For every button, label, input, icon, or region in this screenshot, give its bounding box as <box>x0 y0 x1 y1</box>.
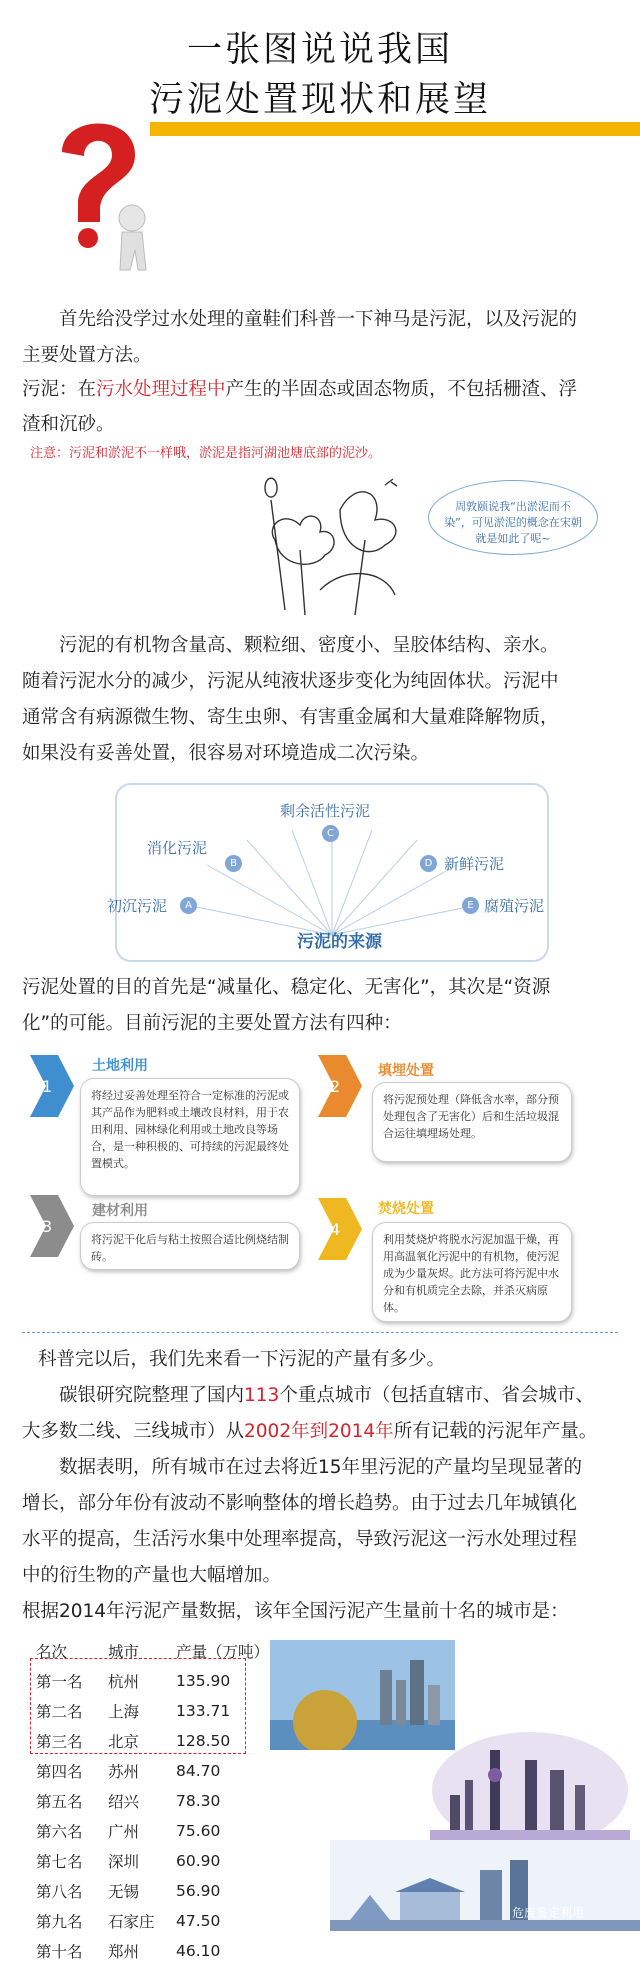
sludge-definition-line2: 渣和沉砂。 <box>22 414 115 435</box>
output-cell: 60.90 <box>176 1852 221 1870</box>
output-cell: 47.50 <box>176 1912 221 1930</box>
method-3-title: 建材利用 <box>92 1203 148 1219</box>
method-4-chevron-icon <box>318 1198 362 1260</box>
city-cell: 绍兴 <box>108 1793 140 1811</box>
rank-cell: 第三名 <box>36 1733 83 1751</box>
title-line-2: 污泥处置现状和展望 <box>148 80 491 120</box>
lotus-illustration-icon <box>245 470 425 620</box>
sludge-sources-panel <box>107 783 549 962</box>
table-row <box>36 1786 276 1816</box>
output-cell: 133.71 <box>176 1702 231 1720</box>
rank-cell: 第七名 <box>36 1853 83 1871</box>
table-row <box>36 1756 276 1786</box>
hangzhou-skyline-image <box>270 1640 455 1750</box>
properties-line-1: 污泥的有机物含量高、颗粒细、密度小、呈胶体结构、亲水。 <box>59 635 559 656</box>
output-cell: 46.10 <box>176 1942 221 1960</box>
properties-line-3: 通常含有病源微生物、寄生虫卵、有害重金属和大量难降解物质， <box>22 707 559 728</box>
method-2-chevron-icon <box>318 1055 362 1117</box>
watermark-text: 危废鉴定利用 <box>512 1906 585 1920</box>
intro-paragraph-line2: 主要处置方法。 <box>22 345 152 366</box>
output-cell: 56.90 <box>176 1882 221 1900</box>
method-2-number: 2 <box>330 1077 341 1096</box>
production-study-line2: 大多数二线、三线城市）从2002年到2014年所有记载的污泥年产量。 <box>22 1421 598 1442</box>
source-label-b: 消化污泥 <box>147 839 208 857</box>
properties-line-4: 如果没有妥善处置，很容易对环境造成二次污染。 <box>22 743 430 764</box>
table-row <box>36 1696 276 1726</box>
rank-cell: 第五名 <box>36 1793 83 1811</box>
output-cell: 78.30 <box>176 1792 221 1810</box>
rank-cell: 第二名 <box>36 1703 83 1721</box>
method-4-number: 4 <box>330 1220 341 1239</box>
method-2-title: 填埋处置 <box>378 1063 434 1079</box>
method-4-title: 焚烧处置 <box>378 1201 434 1217</box>
ranking-header-row <box>36 1636 276 1666</box>
output-cell: 84.70 <box>176 1762 221 1780</box>
method-1-title: 土地利用 <box>92 1058 148 1074</box>
output-cell: 75.60 <box>176 1822 221 1840</box>
method-3-number: 3 <box>42 1217 53 1236</box>
city-cell: 无锡 <box>108 1883 140 1901</box>
intro-paragraph: 首先给没学过水处理的童鞋们科普一下神马是污泥，以及污泥的 <box>59 309 578 330</box>
city-cell: 郑州 <box>108 1943 140 1961</box>
purpose-line-2: 化”的可能。目前污泥的主要处置方法有四种： <box>22 1013 402 1034</box>
method-2-description: 将污泥预处理（降低含水率，部分预处理包含了无害化）后和生活垃圾混合运往填埋场处理。 <box>372 1082 572 1162</box>
source-dot-b: B <box>225 855 242 872</box>
source-dot-a: A <box>180 897 197 914</box>
table-row <box>36 1876 276 1906</box>
table-row <box>36 1846 276 1876</box>
beijing-skyline-image <box>330 1840 640 1931</box>
source-dot-e: E <box>462 897 479 914</box>
header-rank: 名次 <box>36 1643 68 1661</box>
method-3-description: 将污泥干化后与粘土按照合适比例烧结制砖。 <box>80 1222 300 1270</box>
speech-bubble: 周敦颐说我“出淤泥而不染”，可见淤泥的概念在宋朝就是如此了呢~ <box>428 480 598 555</box>
city-cell: 杭州 <box>108 1673 140 1691</box>
method-4-description: 利用焚烧炉将脱水污泥加温干燥，再用高温氧化污泥中的有机物，使污泥成为少量灰烬。此方法可将污泥中水分和有机质完全去除，并杀灭病原体。 <box>372 1222 572 1322</box>
title-line-1: 一张图说说我国 <box>186 30 453 70</box>
production-study-line1: 碳银研究院整理了国内113个重点城市（包括直辖市、省会城市、 <box>59 1385 594 1406</box>
source-label-c: 剩余活性污泥 <box>280 802 371 820</box>
method-3-chevron-icon <box>30 1195 74 1257</box>
rank-cell: 第十名 <box>36 1943 83 1961</box>
source-dot-c: C <box>322 825 339 842</box>
question-mark-figure-icon <box>40 110 160 280</box>
table-row <box>36 1726 276 1756</box>
table-row <box>36 1906 276 1936</box>
source-label-d: 新鲜污泥 <box>444 855 505 873</box>
source-label-e: 腐殖污泥 <box>484 897 545 915</box>
note-text: 注意：污泥和淤泥不一样哦，淤泥是指河湖池塘底部的泥沙。 <box>30 446 382 461</box>
section-divider <box>22 1332 618 1333</box>
shanghai-skyline-image <box>430 1730 630 1850</box>
city-cell: 苏州 <box>108 1763 140 1781</box>
rank-cell: 第六名 <box>36 1823 83 1841</box>
header-output: 产量（万吨） <box>176 1643 270 1661</box>
city-cell: 深圳 <box>108 1853 140 1871</box>
method-1-number: 1 <box>42 1077 53 1096</box>
production-data-line4: 中的衍生物的产量也大幅增加。 <box>22 1565 282 1586</box>
sources-title: 污泥的来源 <box>297 932 382 952</box>
production-data-line1: 数据表明，所有城市在过去将近15年里污泥的产量均呈现显著的 <box>59 1457 583 1478</box>
production-data-line3: 水平的提高，生活污水集中处理率提高，导致污泥这一污水处理过程 <box>22 1529 578 1550</box>
city-cell: 广州 <box>108 1823 140 1841</box>
city-cell: 石家庄 <box>108 1913 155 1931</box>
purpose-line-1: 污泥处置的目的首先是“减量化、稳定化、无害化”，其次是“资源 <box>22 977 551 998</box>
rank-cell: 第九名 <box>36 1913 83 1931</box>
table-row <box>36 1666 276 1696</box>
ranking-intro: 根据2014年污泥产量数据，该年全国污泥产生量前十名的城市是： <box>22 1601 569 1622</box>
city-cell: 北京 <box>108 1733 140 1751</box>
title-underline <box>150 122 640 136</box>
rank-cell: 第四名 <box>36 1763 83 1781</box>
source-dot-d: D <box>420 855 437 872</box>
method-1-description: 将经过妥善处理至符合一定标准的污泥或其产品作为肥料或土壤改良材料，用于农田利用、园林绿化利用或土地改良等场合，是一种积极的、可持续的污泥最终处置模式。 <box>80 1078 300 1196</box>
method-1-chevron-icon <box>30 1055 74 1117</box>
output-cell: 135.90 <box>176 1672 231 1690</box>
sludge-definition: 污泥：在污水处理过程中产生的半固态或固态物质，不包括栅渣、浮 <box>22 379 578 400</box>
source-label-a: 初沉污泥 <box>107 897 168 915</box>
rank-cell: 第八名 <box>36 1883 83 1901</box>
rank-cell: 第一名 <box>36 1673 83 1691</box>
production-intro: 科普完以后，我们先来看一下污泥的产量有多少。 <box>38 1349 446 1370</box>
ranking-table <box>36 1636 276 1966</box>
header-city: 城市 <box>108 1643 140 1661</box>
production-data-line2: 增长，部分年份有波动不影响整体的增长趋势。由于过去几年城镇化 <box>22 1493 578 1514</box>
city-cell: 上海 <box>108 1703 140 1721</box>
properties-line-2: 随着污泥水分的减少，污泥从纯液状逐步变化为纯固体状。污泥中 <box>22 671 559 692</box>
table-row <box>36 1816 276 1846</box>
table-row <box>36 1936 276 1966</box>
output-cell: 128.50 <box>176 1732 231 1750</box>
